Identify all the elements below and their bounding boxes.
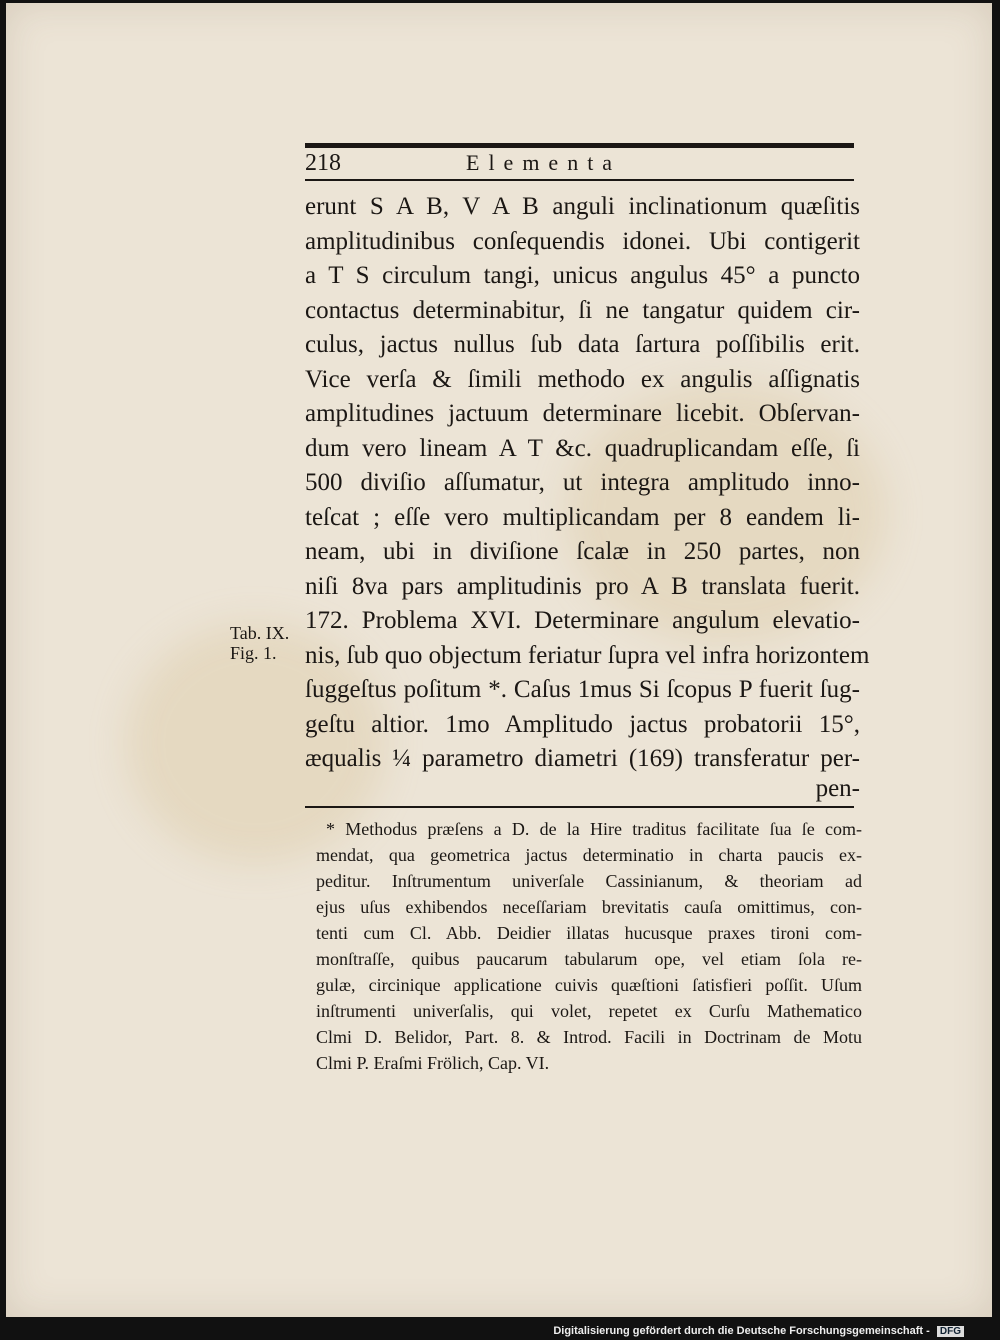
text-line: geſtu altior. 1mo Amplitudo jactus probatorii 15°,	[305, 711, 860, 738]
margin-note-figure: Fig. 1.	[230, 643, 277, 663]
footnote-line: Clmi P. Eraſmi Frölich, Cap. VI.	[316, 1053, 550, 1073]
footnote-line: tenti cum Cl. Abb. Deidier illatas hucusque praxes tironi com-	[316, 923, 862, 943]
header-rule-bottom	[305, 179, 854, 181]
footnote-separator	[305, 806, 854, 808]
footnote-line: ejus uſus exhibendos neceſſariam brevitatis cauſa omittimus, con-	[316, 897, 862, 917]
text-line: dum vero lineam A T &c. quadruplicandam eſſe, ſi	[305, 435, 860, 462]
text-line: ſuggeſtus poſitum *. Caſus 1mus Si ſcopus P fuerit ſug-	[305, 676, 860, 703]
text-line: a T S circulum tangi, unicus angulus 45° a puncto	[305, 262, 860, 289]
footnote-line: mendat, qua geometrica jactus determinatio in charta paucis ex-	[316, 845, 862, 865]
header-rule-top	[305, 143, 854, 148]
footnote-line: peditur. Inſtrumentum univerſale Cassinianum, & theoriam ad	[316, 871, 862, 891]
dfg-logo: DFG	[937, 1326, 964, 1337]
text-line: amplitudinibus conſequendis idonei. Ubi contigerit	[305, 228, 860, 255]
text-line: Vice verſa & ſimili methodo ex angulis aſſignatis	[305, 366, 860, 393]
text-line: culus, jactus nullus ſub data ſartura poſſibilis erit.	[305, 331, 860, 358]
page-number: 218	[305, 150, 341, 176]
footnote-line: Clmi D. Belidor, Part. 8. & Introd. Facili in Doctrinam de Motu	[316, 1027, 862, 1047]
problem-heading-line: 172. Problema XVI. Determinare angulum elevatio-	[305, 607, 860, 634]
credit-text: Digitalisierung gefördert durch die Deutsche Forschungsgemeinschaft -	[553, 1325, 930, 1337]
text-line: amplitudines jactuum determinare licebit. Obſervan-	[305, 400, 860, 427]
text-line: erunt S A B, V A B anguli inclinationum quæſitis	[305, 193, 860, 220]
footnote-line: monſtraſſe, quibus paucarum tabularum ope, vel etiam ſola re-	[316, 949, 862, 969]
text-line: niſi 8va pars amplitudinis pro A B translata fuerit.	[305, 573, 860, 600]
digitization-credit	[553, 1325, 964, 1337]
text-line: æqualis ¼ parametro diametri (169) transferatur per-	[305, 745, 860, 772]
text-line: contactus determinabitur, ſi ne tangatur quidem cir-	[305, 297, 860, 324]
text-line: nis, ſub quo objectum feriatur ſupra vel infra horizontem	[305, 642, 870, 669]
text-line: 500 diviſio aſſumatur, ut integra amplitudo inno-	[305, 469, 860, 496]
margin-note-table: Tab. IX.	[230, 623, 290, 643]
footnote-line: gulæ, circinique applicatione cuivis quæſtioni ſatisfieri poſſit. Uſum	[316, 975, 862, 995]
running-title: Elementa	[466, 150, 622, 175]
text-line: teſcat ; eſſe vero multiplicandam per 8 eandem li-	[305, 504, 860, 531]
footnote-line: * Methodus præſens a D. de la Hire traditus facilitate ſua ſe com-	[326, 819, 862, 839]
catchword: pen-	[815, 775, 860, 802]
text-line: neam, ubi in diviſione ſcalæ in 250 partes, non	[305, 538, 860, 565]
footnote-line: inſtrumenti univerſalis, qui volet, repetet ex Curſu Mathematico	[316, 1001, 862, 1021]
